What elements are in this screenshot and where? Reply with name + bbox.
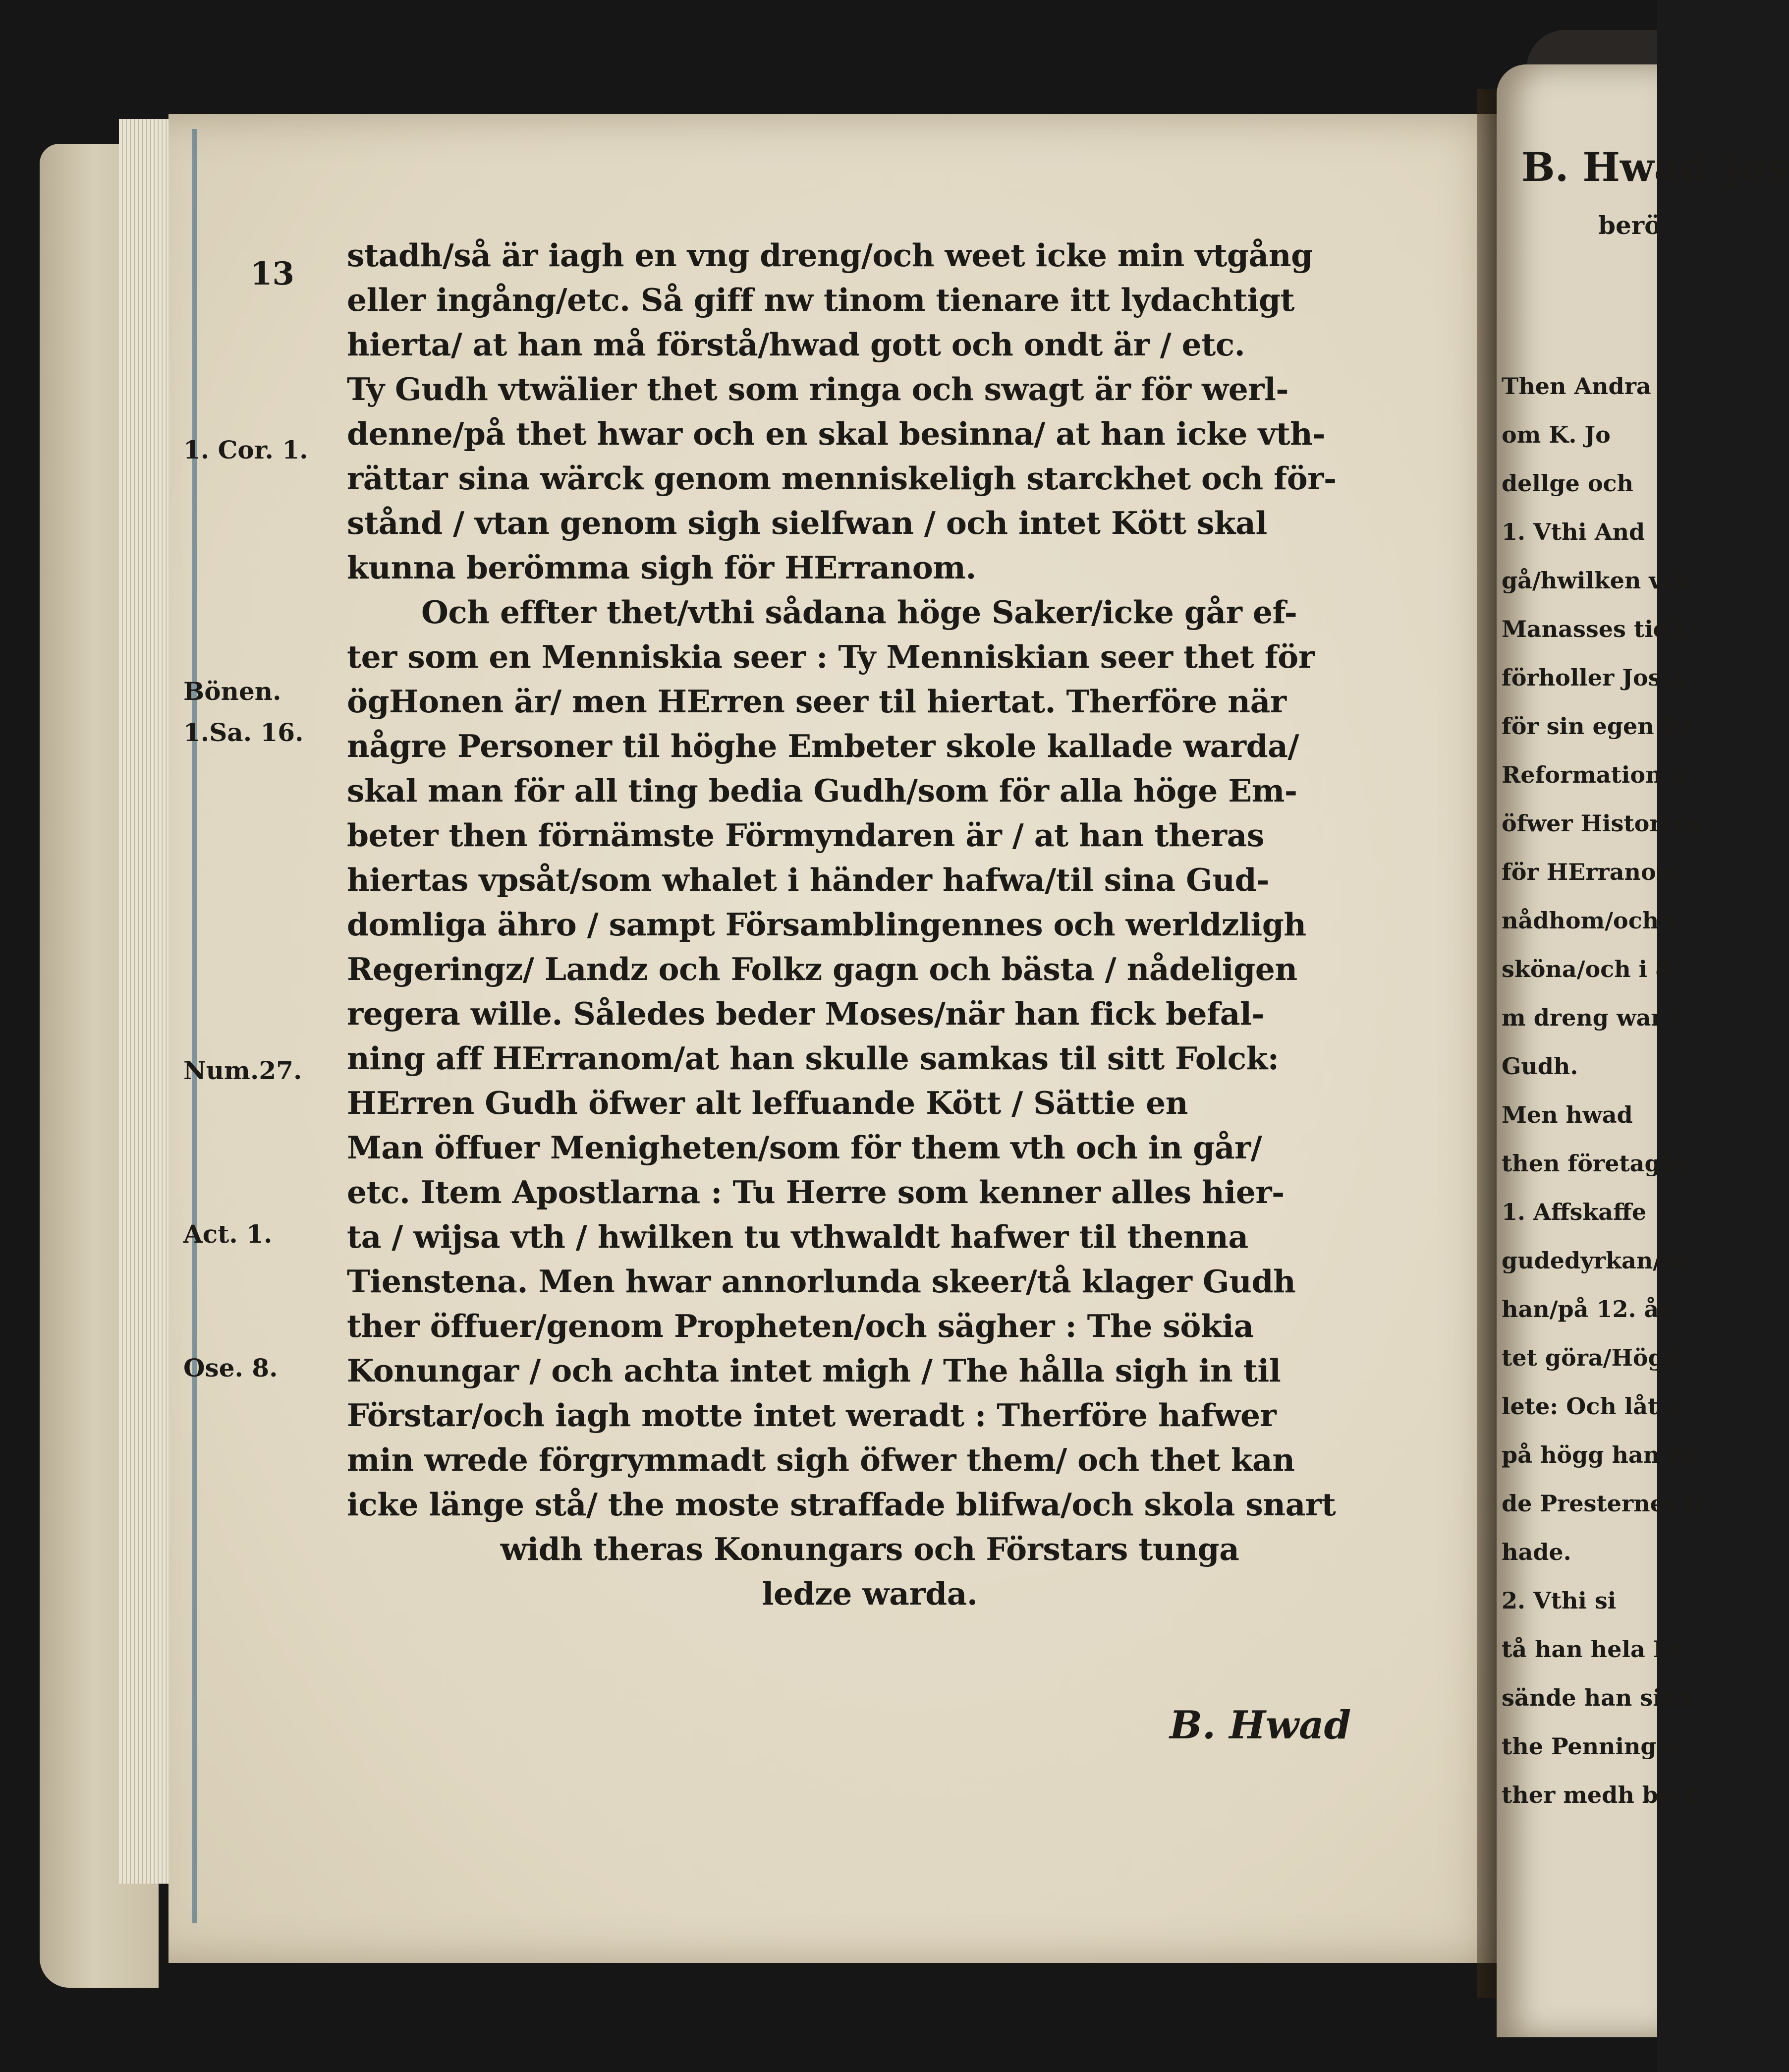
text-line: Ty Gudh vtwälier thet som ringa och swagt är för werl- bbox=[347, 371, 1289, 407]
text-line: regera wille. Således beder Moses/när han fick befal- bbox=[347, 995, 1265, 1032]
text-line: 1. Vthi And bbox=[1502, 518, 1645, 545]
text-line: etc. Item Apostlarna : Tu Herre som kenner alles hier- bbox=[347, 1174, 1285, 1210]
text-line: dellge och bbox=[1502, 470, 1633, 497]
text-line: ledze warda. bbox=[762, 1575, 978, 1612]
text-line: then företaghe bbox=[1502, 1150, 1692, 1177]
text-line: Then Andra bbox=[1502, 373, 1651, 400]
text-line: gudedyrkan/so bbox=[1502, 1247, 1689, 1274]
text-line: sände han sina bbox=[1502, 1684, 1693, 1711]
body-text bbox=[347, 233, 1393, 1616]
text-line: Manasses tidh/ bbox=[1502, 616, 1694, 642]
text-line: tå han hela La bbox=[1502, 1636, 1684, 1663]
text-line: om K. Jo bbox=[1502, 421, 1611, 448]
text-line: domliga ähro / sampt Församblingennes och werldzligh bbox=[347, 906, 1306, 943]
text-line: ther öffuer/genom Propheten/och sägher : The sökia bbox=[347, 1308, 1254, 1344]
text-line: gå/hwilken vth bbox=[1502, 567, 1689, 594]
text-line: Reformation o bbox=[1502, 761, 1685, 788]
text-line: kunna berömma sigh för HErranom. bbox=[347, 549, 976, 586]
text-line: 2. Vthi si bbox=[1502, 1587, 1617, 1614]
text-line: någre Personer til höghe Embeter skole kallade warda/ bbox=[347, 728, 1299, 764]
right-page-body bbox=[1502, 362, 1701, 1819]
text-line: nådhom/och v bbox=[1502, 907, 1680, 934]
text-line: min wrede förgrymmadt sigh öfwer them/ och thet kan bbox=[347, 1441, 1295, 1478]
text-line: skal man för all ting bedia Gudh/som för alla höge Em- bbox=[347, 772, 1297, 809]
text-line: ögHonen är/ men HErren seer til hiertat. Therföre när bbox=[347, 683, 1286, 720]
text-line: han/på 12. åh bbox=[1502, 1296, 1676, 1323]
text-line: på högg han ne bbox=[1502, 1441, 1699, 1468]
text-line: Man öffuer Menigheten/som för them vth och in går/ bbox=[347, 1129, 1262, 1166]
text-line: eller ingång/etc. Så giff nw tinom tienare itt lydachtigt bbox=[347, 282, 1295, 318]
text-line: Förstar/och iagh motte intet weradt : Therföre hafwer bbox=[347, 1397, 1277, 1434]
margin-note: Bönen. bbox=[183, 677, 281, 706]
text-line: Tienstena. Men hwar annorlunda skeer/tå klager Gudh bbox=[347, 1263, 1296, 1300]
text-line: lete: Och låt a bbox=[1502, 1393, 1681, 1420]
margin-note: Act. 1. bbox=[183, 1219, 273, 1249]
text-line: Regeringz/ Landz och Folkz gagn och bästa / nådeligen bbox=[347, 951, 1297, 987]
text-line: 1. Affskaffe bbox=[1502, 1199, 1647, 1225]
right-page-subheader: berö bbox=[1598, 211, 1661, 240]
text-line: widh theras Konungars och Förstars tunga bbox=[500, 1531, 1239, 1567]
text-line: ning aff HErranom/at han skulle samkas til sitt Folck: bbox=[347, 1040, 1279, 1077]
margin-note: Ose. 8. bbox=[183, 1353, 278, 1382]
text-line: öfwer Historien bbox=[1502, 810, 1701, 837]
text-line: beter then förnämste Förmyndaren är / at han theras bbox=[347, 817, 1264, 854]
text-line: ther medh best bbox=[1502, 1782, 1696, 1808]
text-line: Och effter thet/vthi sådana höge Saker/icke går ef- bbox=[421, 594, 1297, 631]
text-line: ta / wijsa vth / hwilken tu vthwaldt hafwer til thenna bbox=[347, 1218, 1248, 1255]
text-line: hiertas vpsåt/som whalet i händer hafwa/til sina Gud- bbox=[347, 862, 1269, 898]
text-line: tet göra/Högd bbox=[1502, 1344, 1680, 1371]
text-line: the Penningar bbox=[1502, 1733, 1683, 1760]
text-line: för sin egen Pe bbox=[1502, 713, 1693, 740]
right-page-header: B. Hwad Jos bbox=[1521, 144, 1789, 190]
text-line: sköna/och i 8 bbox=[1502, 956, 1672, 982]
text-line: Men hwad bbox=[1502, 1101, 1633, 1128]
text-line: för HErranom bbox=[1502, 859, 1680, 885]
text-line: icke länge stå/ the moste straffade blifwa/och skola snart bbox=[347, 1486, 1336, 1523]
text-line: Gudh. bbox=[1502, 1053, 1578, 1080]
text-line: m dreng war / bbox=[1502, 1004, 1679, 1031]
text-line: rättar sina wärck genom menniskeligh starckhet och för- bbox=[347, 460, 1337, 497]
text-line: hade. bbox=[1502, 1539, 1571, 1565]
catchword: B. Hwad bbox=[1170, 1703, 1351, 1748]
text-line: ter som en Menniskia seer : Ty Menniskian seer thet för bbox=[347, 638, 1315, 675]
text-line: denne/på thet hwar och en skal besinna/ at han icke vth- bbox=[347, 415, 1326, 452]
text-line: HErren Gudh öfwer alt leffuande Kött / Sättie en bbox=[347, 1085, 1188, 1121]
text-line: förholler Josia bbox=[1502, 664, 1684, 691]
page-number: 13 bbox=[250, 255, 295, 292]
text-line: stadh/så är iagh en vng dreng/och weet icke min vtgång bbox=[347, 237, 1313, 274]
margin-note: Num.27. bbox=[183, 1056, 302, 1085]
margin-strip bbox=[192, 129, 197, 1923]
text-line: Konungar / och achta intet migh / The hålla sigh in til bbox=[347, 1352, 1281, 1389]
text-line: hierta/ at han må förstå/hwad gott och ondt är / etc. bbox=[347, 326, 1245, 363]
margin-note: 1.Sa. 16. bbox=[183, 718, 304, 747]
margin-note: 1. Cor. 1. bbox=[183, 435, 308, 464]
text-line: de Presternes b bbox=[1502, 1490, 1701, 1517]
text-line: stånd / vtan genom sigh sielfwan / och intet Kött skal bbox=[347, 505, 1267, 541]
